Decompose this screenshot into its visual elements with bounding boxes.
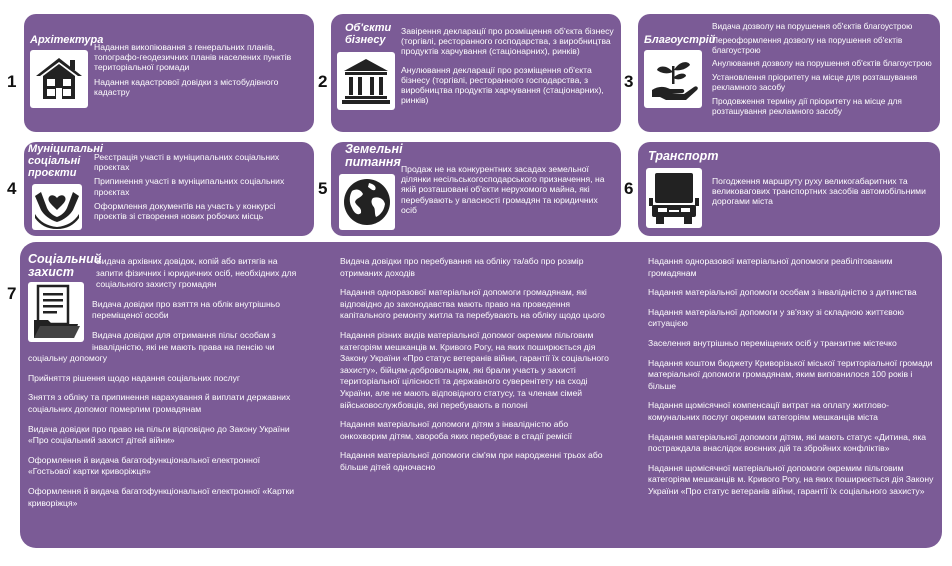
list-item[interactable]: Реєстрація участі в муніципальних соціальних проєктах xyxy=(94,152,280,173)
section-number-4: 4 xyxy=(7,179,17,198)
section-number-6: 6 xyxy=(624,179,634,198)
section-title: Благоустрій xyxy=(644,34,716,46)
section-title: Архітектура xyxy=(30,34,104,46)
list-item[interactable]: Надання матеріальної допомоги дітям з інвалідністю або онкохворим дітям, хвороба яких перебуває в стадії ремісії xyxy=(340,419,573,441)
social-column-1 xyxy=(28,256,300,517)
list-item[interactable]: Продаж не на конкурентних засадах земельної ділянки несільськогосподарського призначення, на якій розташовані об'єкти нерухомого майна, які перебувають у власності громадян та юридичних осіб xyxy=(401,164,605,215)
list-item[interactable]: Надання одноразової матеріальної допомоги громадянам, які відповідно до законодавства мають право на проведення капітального ремонту житла та перебувають на обліку щодо цього xyxy=(340,287,605,321)
list-item[interactable]: Заселення внутрішньо переміщених осіб у транзитне містечко xyxy=(648,337,897,348)
list-item[interactable]: Надання одноразової матеріальної допомоги реабілітованим громадянам xyxy=(648,256,893,278)
list-item[interactable]: Надання матеріальної допомоги дітям, які мають статус «Дитина, яка постраждала внаслідок воєнних дій та збройних конфліктів» xyxy=(648,431,927,454)
section-card-business-objects xyxy=(331,14,621,132)
section-items xyxy=(94,42,308,101)
list-item[interactable]: Надання матеріальної допомоги у зв'язку зі складною життєвою ситуацією xyxy=(648,306,904,329)
section-title-line: Земельні xyxy=(345,142,403,156)
section-title-line: питання xyxy=(345,155,401,169)
section-title xyxy=(345,143,403,169)
list-item[interactable]: Надання матеріальної допомоги особам з інвалідністю з дитинства xyxy=(648,287,917,298)
list-item[interactable]: Зняття з обліку та припинення нарахування й виплати державних соціальних допомог померлим громадянам xyxy=(28,392,291,414)
list-item[interactable]: Видача довідки про право на пільги відповідно до Закону України «Про соціальний захист дітей війни» xyxy=(28,423,290,446)
section-number-7: 7 xyxy=(7,284,17,303)
list-item[interactable]: Надання щомісячної компенсації витрат на оплату житлово-комунальних послуг окремим категоріям мешканців міста xyxy=(648,400,889,422)
list-item[interactable]: Видача архівних довідок, копій або витягів на запити фізичних і юридичних осіб, необхідних для соціального захисту громадян xyxy=(96,256,297,290)
list-item[interactable]: Видача довідки про перебування на обліку та/або про розмір отриманих доходів xyxy=(340,256,584,278)
section-number-2: 2 xyxy=(318,72,328,91)
section-title-line: проєкти xyxy=(28,167,77,179)
list-item[interactable]: Прийняття рішення щодо надання соціальних послуг xyxy=(28,372,241,383)
section-title: Транспорт xyxy=(648,149,719,163)
bank-building-icon xyxy=(337,52,395,110)
section-title-line: бізнесу xyxy=(345,34,386,46)
list-item[interactable]: Анулювання дозволу на порушення об'єктів благоустрою xyxy=(712,58,932,69)
social-column-2 xyxy=(340,256,614,482)
list-item[interactable]: Оформлення й видача багатофункціональної електронної «Картки криворіжця» xyxy=(28,485,295,508)
section-title-line: захист xyxy=(28,265,74,279)
list-item[interactable]: Видача довідки про взяття на облік внутрішньо переміщеної особи xyxy=(92,298,281,321)
list-item[interactable]: Установлення пріоритету на місце для розташування рекламного засобу xyxy=(712,72,918,92)
section-items xyxy=(712,176,934,211)
list-item[interactable]: Оформлення й видача багатофункціональної електронної «Гостьової картки криворіжця» xyxy=(28,454,261,477)
house-icon xyxy=(30,50,88,108)
section-number-1: 1 xyxy=(7,72,17,91)
section-title-line: соціальні xyxy=(28,155,81,167)
section-title xyxy=(28,143,103,179)
list-item[interactable]: Надання різних видів матеріальної допомог окремим пільговим категоріям мешканців м. Кривого Рогу, на яких поширюється дія Закону України «Про статус ветеранів війни, гарантії їх соціального захисту», бійцям-добровольцям, які брали участь у захисті територіальної цілісності та державного суверенітету на сході України, але не мають відповідного статусу, та членам сімей військовослужбовців, які перебувають в полоні xyxy=(340,329,609,410)
social-column-3 xyxy=(648,256,936,506)
list-item[interactable]: Продовження терміну дії пріоритету на місце для розташування рекламного засобу xyxy=(712,95,902,116)
hand-plant-icon xyxy=(644,50,702,108)
section-card-architecture xyxy=(24,14,314,132)
section-items xyxy=(401,26,615,109)
list-item[interactable]: Припинення участі в муніципальних соціальних проєктах xyxy=(94,176,285,197)
section-title-line: Об'єкти xyxy=(345,22,392,34)
section-card-land-issues xyxy=(331,142,621,236)
list-item[interactable]: Анулювання декларації про розміщення об'єкта бізнесу (торгівлі, ресторанного господарства, з виробництва продуктів харчування (стаціонарних), ринків) xyxy=(401,64,604,106)
section-items xyxy=(712,22,934,120)
hands-heart-icon xyxy=(32,184,82,230)
section-title xyxy=(345,22,391,46)
list-item[interactable]: Надання коштом бюджету Криворізької міської територіальної громади матеріальної допомоги громадянам, яким виповнилося 100 років і більше xyxy=(648,357,933,391)
list-item[interactable]: Надання викопіювання з генеральних планів, топографо-геодезичних планів населених пунктів територіальної громади xyxy=(94,42,292,73)
section-card-transport xyxy=(638,142,940,236)
list-item[interactable]: Надання кадастрової довідки з містобудівного кадастру xyxy=(94,76,279,97)
list-item[interactable]: Завірення декларації про розміщення об'єкта бізнесу (торгівлі, ресторанного господарства, з виробництва продуктів харчування (стаціонарних), ринків) xyxy=(401,26,614,57)
section-items xyxy=(94,152,308,225)
section-title-line: Муніципальні xyxy=(28,143,103,155)
list-item[interactable]: Видача довідки для отримання пільг особам з інвалідністю, які не мають права на пенсію чи соціальну допомогу xyxy=(28,329,276,364)
section-title-line: Соціальний xyxy=(28,252,102,266)
section-number-3: 3 xyxy=(624,72,634,91)
section-card-improvement xyxy=(638,14,940,132)
document-folder-icon xyxy=(28,282,84,342)
list-item[interactable]: Погодження маршруту руху великогабаритних та великовагових транспортних засобів автомобільними дорогами міста xyxy=(712,176,926,207)
truck-icon xyxy=(646,168,702,228)
section-card-municipal-projects xyxy=(24,142,314,236)
section-card-social-protection xyxy=(20,242,942,548)
list-item[interactable]: Надання матеріальної допомоги сім'ям при народженні трьох або більше дітей одночасно xyxy=(340,450,603,472)
section-items xyxy=(401,164,615,219)
list-item[interactable]: Оформлення документів на участь у конкурсі проєктів зі створення нових робочих місць xyxy=(94,200,276,222)
section-number-5: 5 xyxy=(318,179,328,198)
list-item[interactable]: Переоформлення дозволу на порушення об'єктів благоустрою xyxy=(712,34,903,55)
list-item[interactable]: Видача дозволу на порушення об'єктів благоустрою xyxy=(712,21,913,31)
list-item[interactable]: Надання щомісячної матеріальної допомоги окремим пільговим категоріям мешканців м. Кривого Рогу, на яких поширюється дія Закону України «Про статус ветеранів війни, гарантії їх соціального захисту» xyxy=(648,462,934,496)
globe-icon xyxy=(339,174,395,230)
